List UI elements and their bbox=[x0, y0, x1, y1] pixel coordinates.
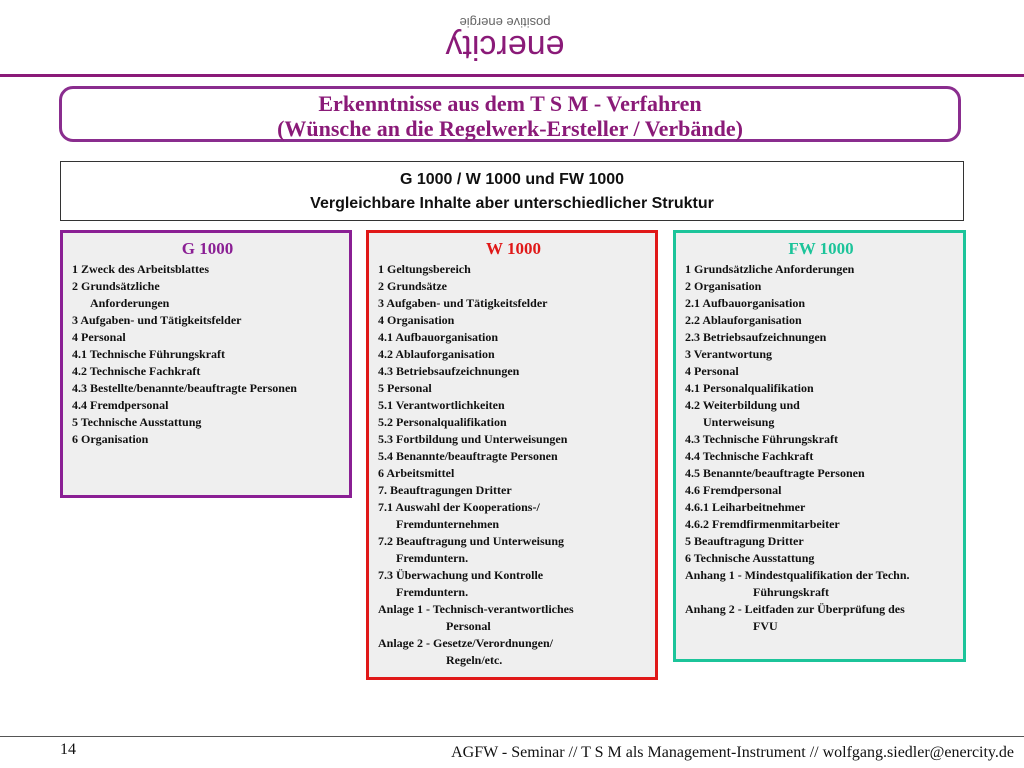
list-item: 2 Organisation bbox=[685, 279, 762, 293]
list-item: 4.3 Betriebsaufzeichnungen bbox=[378, 364, 520, 378]
list-item: 4.4 Fremdpersonal bbox=[72, 398, 169, 412]
list-item: 4.2 Ablauforganisation bbox=[378, 347, 495, 361]
list-item: 4.2 Weiterbildung und bbox=[685, 398, 800, 412]
subtitle-line2: Vergleichbare Inhalte aber unterschiedlicher Struktur bbox=[310, 195, 714, 212]
list-item: 5 Personal bbox=[378, 381, 432, 395]
list-item: 3 Aufgaben- und Tätigkeitsfelder bbox=[72, 313, 242, 327]
column-g1000-heading: G 1000 bbox=[181, 239, 234, 258]
list-item: 3 Verantwortung bbox=[685, 347, 773, 361]
list-item: Fremduntern. bbox=[396, 585, 469, 599]
list-item: 2 Grundsätzliche bbox=[72, 279, 160, 293]
slide-title-line2: (Wünsche an die Regelwerk-Ersteller / Verbände) bbox=[277, 116, 743, 141]
slide-title-line1: Erkenntnisse aus dem T S M - Verfahren bbox=[318, 91, 702, 116]
list-item: Führungskraft bbox=[753, 585, 830, 599]
list-item: 2.2 Ablauforganisation bbox=[685, 313, 802, 327]
column-fw1000-heading: FW 1000 bbox=[788, 239, 854, 258]
subtitle-line1: G 1000 / W 1000 und FW 1000 bbox=[399, 171, 625, 188]
list-item: Anlage 1 - Technisch-verantwortliches bbox=[378, 602, 574, 616]
list-item: 4.2 Technische Fachkraft bbox=[72, 364, 201, 378]
list-item: Unterweisung bbox=[703, 415, 775, 429]
list-item: 7.2 Beauftragung und Unterweisung bbox=[378, 534, 565, 548]
list-item: Anhang 2 - Leitfaden zur Überprüfung des bbox=[685, 602, 905, 616]
list-item: 4.6.1 Leiharbeitnehmer bbox=[685, 500, 806, 514]
list-item: 2.1 Aufbauorganisation bbox=[685, 296, 806, 310]
list-item: 5.3 Fortbildung und Unterweisungen bbox=[378, 432, 568, 446]
list-item: 4.4 Technische Fachkraft bbox=[685, 449, 814, 463]
page-number: 14 bbox=[60, 741, 76, 758]
list-item: 4 Organisation bbox=[378, 313, 455, 327]
list-item: Fremduntern. bbox=[396, 551, 469, 565]
list-item: 5 Technische Ausstattung bbox=[72, 415, 202, 429]
list-item: Regeln/etc. bbox=[446, 653, 503, 667]
footer-divider bbox=[0, 736, 1024, 737]
list-item: 7.3 Überwachung und Kontrolle bbox=[378, 568, 544, 582]
list-item: 3 Aufgaben- und Tätigkeitsfelder bbox=[378, 296, 548, 310]
list-item: Anforderungen bbox=[90, 296, 170, 310]
list-item: 5.1 Verantwortlichkeiten bbox=[378, 398, 505, 412]
header-divider bbox=[0, 74, 1024, 77]
list-item: 6 Technische Ausstattung bbox=[685, 551, 815, 565]
column-w1000 bbox=[366, 230, 658, 680]
column-g1000 bbox=[60, 230, 352, 498]
list-item: 4.3 Bestellte/benannte/beauftragte Personen bbox=[72, 381, 297, 395]
list-item: Personal bbox=[446, 619, 491, 633]
list-item: 5.2 Personalqualifikation bbox=[378, 415, 507, 429]
list-item: 6 Organisation bbox=[72, 432, 149, 446]
list-item: 4 Personal bbox=[72, 330, 126, 344]
list-item: 7. Beauftragungen Dritter bbox=[378, 483, 512, 497]
subtitle-box bbox=[60, 161, 964, 221]
list-item: Anlage 2 - Gesetze/Verordnungen/ bbox=[378, 636, 553, 650]
list-item: Fremdunternehmen bbox=[396, 517, 500, 531]
list-item: 5.4 Benannte/beauftragte Personen bbox=[378, 449, 558, 463]
list-item: 4.6.2 Fremdfirmenmitarbeiter bbox=[685, 517, 840, 531]
list-item: 2.3 Betriebsaufzeichnungen bbox=[685, 330, 827, 344]
list-item: 5 Beauftragung Dritter bbox=[685, 534, 804, 548]
list-item: FVU bbox=[753, 619, 778, 633]
list-item: 4.1 Aufbauorganisation bbox=[378, 330, 499, 344]
list-item: Anhang 1 - Mindestqualifikation der Techn. bbox=[685, 568, 910, 582]
list-item: 4.1 Technische Führungskraft bbox=[72, 347, 226, 361]
footer-text: AGFW - Seminar // T S M als Management-Instrument // wolfgang.siedler@enercity.de bbox=[451, 744, 1014, 761]
column-w1000-heading: W 1000 bbox=[486, 239, 541, 258]
list-item: 1 Zweck des Arbeitsblattes bbox=[72, 262, 209, 276]
list-item: 4.6 Fremdpersonal bbox=[685, 483, 782, 497]
list-item: 7.1 Auswahl der Kooperations-/ bbox=[378, 500, 540, 514]
slide-title-box bbox=[59, 86, 961, 142]
list-item: 2 Grundsätze bbox=[378, 279, 447, 293]
list-item: 6 Arbeitsmittel bbox=[378, 466, 455, 480]
list-item: 4.3 Technische Führungskraft bbox=[685, 432, 839, 446]
enercity-logo bbox=[420, 12, 590, 74]
list-item: 1 Geltungsbereich bbox=[378, 262, 471, 276]
list-item: 1 Grundsätzliche Anforderungen bbox=[685, 262, 855, 276]
list-item: 4 Personal bbox=[685, 364, 739, 378]
column-fw1000 bbox=[673, 230, 966, 662]
logo-brand: enercity bbox=[445, 28, 565, 66]
list-item: 4.1 Personalqualifikation bbox=[685, 381, 814, 395]
logo-tagline: positive energie bbox=[459, 15, 551, 30]
list-item: 4.5 Benannte/beauftragte Personen bbox=[685, 466, 865, 480]
